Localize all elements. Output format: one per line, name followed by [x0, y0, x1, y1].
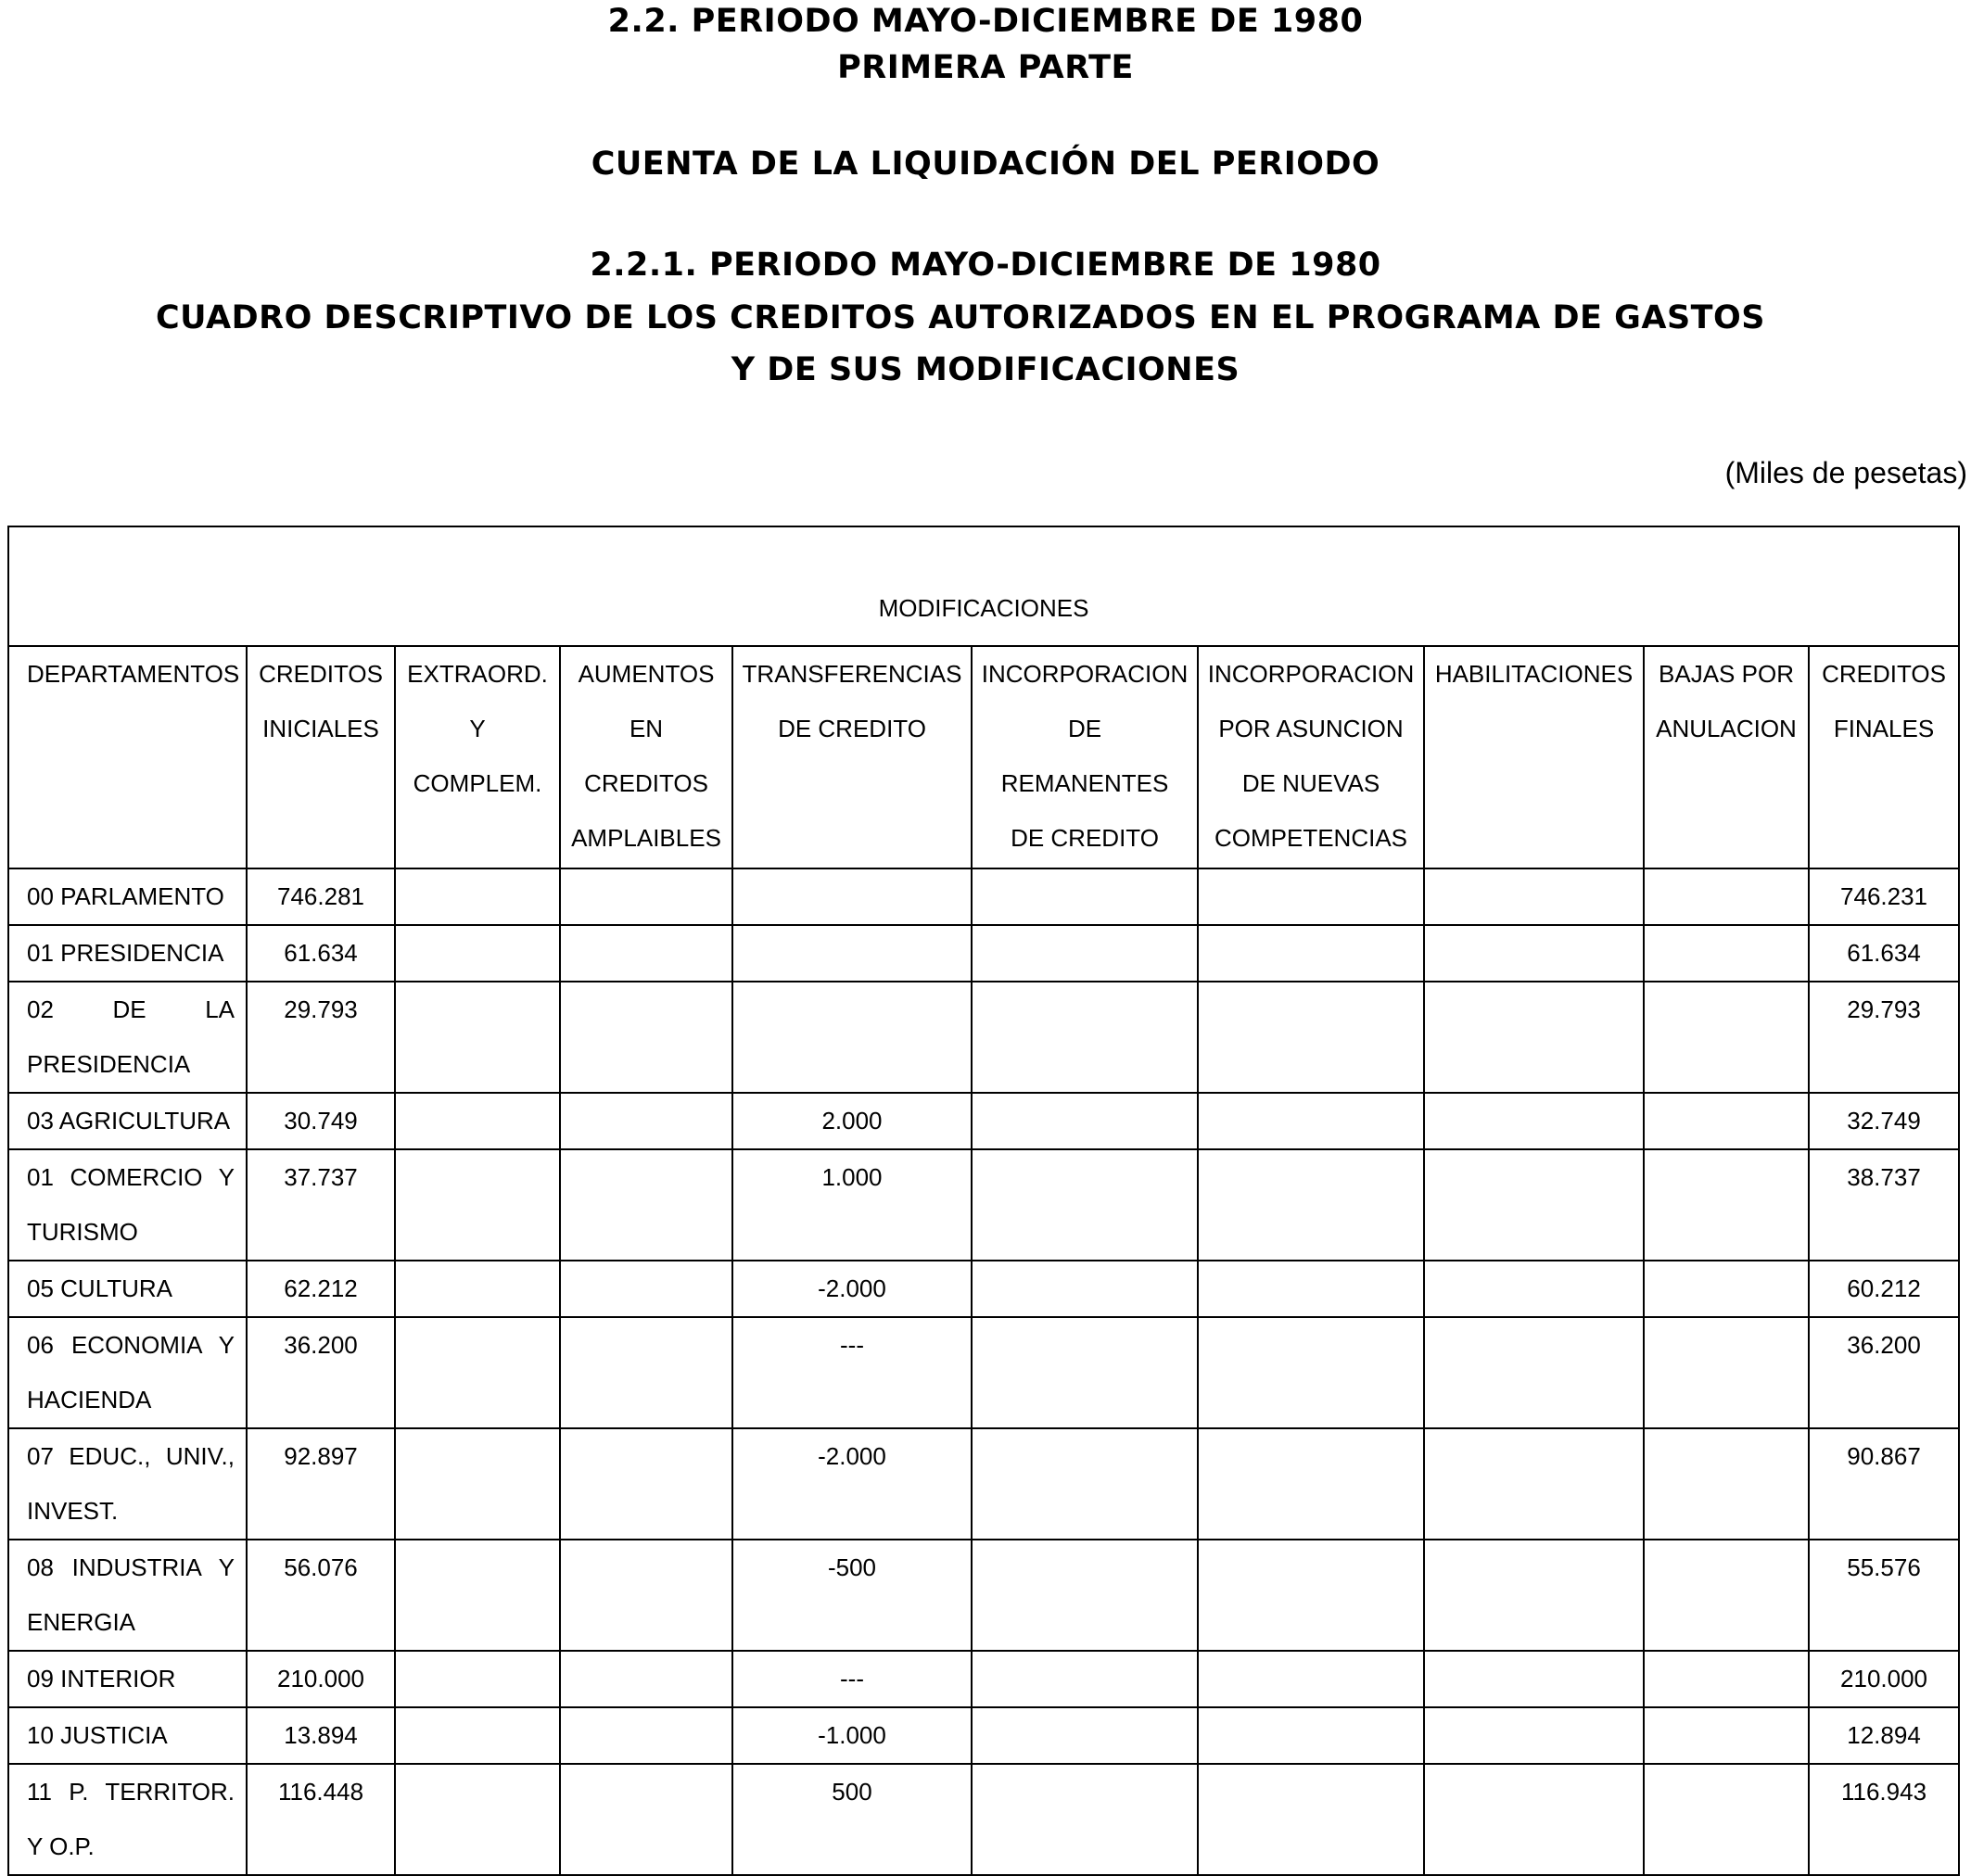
column-header-row: [8, 646, 1959, 868]
cell-creditos-finales: 210.000: [1809, 1651, 1959, 1707]
column-header-line: DE NUEVAS: [1241, 769, 1380, 797]
cell-extraord-complem: [395, 1317, 560, 1428]
cell-incorporacion-remanentes: [972, 982, 1198, 1093]
cell-aumentos-creditos: [560, 1764, 732, 1875]
cell-incorporacion-remanentes: [972, 1317, 1198, 1428]
table-row: [8, 925, 1959, 982]
table-row: [8, 1317, 1959, 1428]
cell-incorporacion-remanentes: [972, 925, 1198, 982]
cell-transferencias-credito: 500: [732, 1764, 972, 1875]
column-header-line: AMPLAIBLES: [571, 824, 721, 852]
cell-incorporacion-remanentes: [972, 1651, 1198, 1707]
cell-creditos-finales: 38.737: [1809, 1149, 1959, 1261]
table-row: [8, 982, 1959, 1093]
table-row: [8, 1540, 1959, 1651]
cell-creditos-finales: 29.793: [1809, 982, 1959, 1093]
cell-creditos-iniciales: 746.281: [247, 868, 395, 925]
column-header-creditos-iniciales: [247, 646, 395, 868]
cell-extraord-complem: [395, 1651, 560, 1707]
table-row: [8, 1707, 1959, 1764]
cell-creditos-iniciales: 13.894: [247, 1707, 395, 1764]
cell-aumentos-creditos: [560, 925, 732, 982]
column-header-line: EXTRAORD.: [407, 660, 548, 688]
table-row: [8, 1093, 1959, 1149]
cell-transferencias-credito: -500: [732, 1540, 972, 1651]
column-header-line: EN: [629, 715, 664, 742]
units-note: (Miles de pesetas): [1724, 456, 1967, 489]
cell-extraord-complem: [395, 1540, 560, 1651]
column-header-line: INCORPORACION: [1207, 660, 1415, 688]
column-header-incorporacion-remanentes: [972, 646, 1198, 868]
cell-bajas-anulacion: [1644, 925, 1809, 982]
cell-transferencias-credito: -1.000: [732, 1707, 972, 1764]
cell-aumentos-creditos: [560, 982, 732, 1093]
cell-habilitaciones: [1424, 1261, 1644, 1317]
cell-incorporacion-remanentes: [972, 1540, 1198, 1651]
cell-bajas-anulacion: [1644, 868, 1809, 925]
cell-extraord-complem: [395, 1764, 560, 1875]
cell-transferencias-credito: 2.000: [732, 1093, 972, 1149]
cell-creditos-iniciales: 92.897: [247, 1428, 395, 1540]
cell-bajas-anulacion: [1644, 1428, 1809, 1540]
cell-creditos-iniciales: 29.793: [247, 982, 395, 1093]
part-title: PRIMERA PARTE: [837, 49, 1134, 86]
cell-creditos-finales: 32.749: [1809, 1093, 1959, 1149]
cell-extraord-complem: [395, 1149, 560, 1261]
cell-departamentos: 11 P. TERRITOR. Y O.P.: [8, 1764, 247, 1875]
cell-incorporacion-remanentes: [972, 868, 1198, 925]
column-header-transferencias-credito: [732, 646, 972, 868]
column-header-line: DE CREDITO: [1011, 824, 1159, 852]
column-header-aumentos-creditos: [560, 646, 732, 868]
cell-incorporacion-competencias: [1198, 1428, 1424, 1540]
cell-incorporacion-remanentes: [972, 1261, 1198, 1317]
column-header-habilitaciones: [1424, 646, 1644, 868]
cell-habilitaciones: [1424, 1317, 1644, 1428]
column-header-line: HABILITACIONES: [1434, 660, 1634, 688]
cell-creditos-iniciales: 210.000: [247, 1651, 395, 1707]
column-header-line: DEPARTAMENTOS: [27, 660, 240, 688]
cell-departamentos: 08 INDUSTRIA Y ENERGIA: [8, 1540, 247, 1651]
column-header-incorporacion-competencias: [1198, 646, 1424, 868]
cell-creditos-iniciales: 116.448: [247, 1764, 395, 1875]
cell-aumentos-creditos: [560, 1707, 732, 1764]
cell-extraord-complem: [395, 1093, 560, 1149]
cell-habilitaciones: [1424, 982, 1644, 1093]
column-header-line: POR ASUNCION: [1218, 715, 1404, 742]
cell-extraord-complem: [395, 982, 560, 1093]
credits-table: [7, 526, 1960, 1876]
cell-incorporacion-competencias: [1198, 982, 1424, 1093]
cell-aumentos-creditos: [560, 1317, 732, 1428]
cell-transferencias-credito: [732, 868, 972, 925]
cell-habilitaciones: [1424, 925, 1644, 982]
column-header-line: INCORPORACION: [981, 660, 1189, 688]
cell-habilitaciones: [1424, 868, 1644, 925]
cell-aumentos-creditos: [560, 1093, 732, 1149]
cell-creditos-finales: 60.212: [1809, 1261, 1959, 1317]
column-header-departamentos: [8, 646, 247, 868]
cell-extraord-complem: [395, 1261, 560, 1317]
cell-incorporacion-competencias: [1198, 1261, 1424, 1317]
cell-bajas-anulacion: [1644, 1764, 1809, 1875]
section-title: 2.2. PERIODO MAYO-DICIEMBRE DE 1980: [607, 3, 1364, 40]
cell-departamentos: 02 DE LA PRESIDENCIA: [8, 982, 247, 1093]
cell-departamentos: 06 ECONOMIA Y HACIENDA: [8, 1317, 247, 1428]
column-header-line: ANULACION: [1656, 715, 1797, 742]
cell-transferencias-credito: 1.000: [732, 1149, 972, 1261]
column-header-extraord-complem: [395, 646, 560, 868]
cell-incorporacion-competencias: [1198, 1540, 1424, 1651]
cell-bajas-anulacion: [1644, 1261, 1809, 1317]
table-row: [8, 1428, 1959, 1540]
cell-departamentos: 03 AGRICULTURA: [8, 1093, 247, 1149]
modificaciones-header: MODIFICACIONES: [8, 526, 1959, 646]
column-header-line: FINALES: [1833, 715, 1935, 742]
cell-habilitaciones: [1424, 1651, 1644, 1707]
cell-bajas-anulacion: [1644, 1093, 1809, 1149]
column-header-line: BAJAS POR: [1659, 660, 1794, 688]
table-row: [8, 1261, 1959, 1317]
cell-bajas-anulacion: [1644, 1651, 1809, 1707]
cell-aumentos-creditos: [560, 1149, 732, 1261]
cell-bajas-anulacion: [1644, 1317, 1809, 1428]
cell-bajas-anulacion: [1644, 1149, 1809, 1261]
column-header-line: AUMENTOS: [578, 660, 715, 688]
cell-aumentos-creditos: [560, 1261, 732, 1317]
cell-incorporacion-competencias: [1198, 1651, 1424, 1707]
cell-creditos-finales: 12.894: [1809, 1707, 1959, 1764]
cell-departamentos: 01 COMERCIO Y TURISMO: [8, 1149, 247, 1261]
cell-extraord-complem: [395, 1428, 560, 1540]
column-header-line: CREDITOS: [259, 660, 383, 688]
cell-creditos-iniciales: 56.076: [247, 1540, 395, 1651]
cell-bajas-anulacion: [1644, 1707, 1809, 1764]
column-header-line: COMPETENCIAS: [1214, 824, 1408, 852]
cell-creditos-iniciales: 62.212: [247, 1261, 395, 1317]
table-subtitle: Y DE SUS MODIFICACIONES: [731, 351, 1240, 388]
cell-incorporacion-competencias: [1198, 1317, 1424, 1428]
cell-habilitaciones: [1424, 1764, 1644, 1875]
cell-creditos-finales: 746.231: [1809, 868, 1959, 925]
column-header-line: CREDITOS: [584, 769, 708, 797]
cell-transferencias-credito: ---: [732, 1651, 972, 1707]
cell-bajas-anulacion: [1644, 982, 1809, 1093]
cell-habilitaciones: [1424, 1093, 1644, 1149]
cell-creditos-finales: 61.634: [1809, 925, 1959, 982]
column-header-bajas-anulacion: [1644, 646, 1809, 868]
cell-departamentos: 07 EDUC., UNIV., INVEST.: [8, 1428, 247, 1540]
cell-incorporacion-competencias: [1198, 868, 1424, 925]
table-title: CUADRO DESCRIPTIVO DE LOS CREDITOS AUTORIZADOS EN EL PROGRAMA DE GASTOS: [155, 299, 1766, 336]
cell-creditos-finales: 36.200: [1809, 1317, 1959, 1428]
column-header-line: CREDITOS: [1822, 660, 1946, 688]
cell-incorporacion-competencias: [1198, 1093, 1424, 1149]
cell-transferencias-credito: [732, 982, 972, 1093]
column-header-line: Y: [469, 715, 486, 742]
cell-creditos-iniciales: 30.749: [247, 1093, 395, 1149]
cell-incorporacion-remanentes: [972, 1149, 1198, 1261]
cell-habilitaciones: [1424, 1540, 1644, 1651]
cell-aumentos-creditos: [560, 1540, 732, 1651]
cell-departamentos: 10 JUSTICIA: [8, 1707, 247, 1764]
column-header-line: DE: [1067, 715, 1102, 742]
cell-incorporacion-competencias: [1198, 1149, 1424, 1261]
cell-incorporacion-remanentes: [972, 1764, 1198, 1875]
cell-bajas-anulacion: [1644, 1540, 1809, 1651]
cell-habilitaciones: [1424, 1707, 1644, 1764]
cell-habilitaciones: [1424, 1149, 1644, 1261]
cell-habilitaciones: [1424, 1428, 1644, 1540]
table-row: [8, 1764, 1959, 1875]
cell-transferencias-credito: -2.000: [732, 1261, 972, 1317]
cell-extraord-complem: [395, 868, 560, 925]
cell-incorporacion-remanentes: [972, 1093, 1198, 1149]
column-header-line: TRANSFERENCIAS: [742, 660, 962, 688]
account-title: CUENTA DE LA LIQUIDACIÓN DEL PERIODO: [591, 146, 1380, 183]
cell-extraord-complem: [395, 1707, 560, 1764]
cell-incorporacion-competencias: [1198, 925, 1424, 982]
cell-incorporacion-competencias: [1198, 1764, 1424, 1875]
cell-incorporacion-remanentes: [972, 1707, 1198, 1764]
cell-creditos-finales: 116.943: [1809, 1764, 1959, 1875]
cell-creditos-iniciales: 37.737: [247, 1149, 395, 1261]
cell-extraord-complem: [395, 925, 560, 982]
table-row: [8, 1651, 1959, 1707]
cell-departamentos: 00 PARLAMENTO: [8, 868, 247, 925]
cell-departamentos: 09 INTERIOR: [8, 1651, 247, 1707]
column-header-line: INICIALES: [262, 715, 379, 742]
cell-creditos-iniciales: 61.634: [247, 925, 395, 982]
column-header-creditos-finales: [1809, 646, 1959, 868]
group-header-row: [8, 526, 1959, 646]
cell-aumentos-creditos: [560, 868, 732, 925]
cell-transferencias-credito: -2.000: [732, 1428, 972, 1540]
table-row: [8, 868, 1959, 925]
cell-departamentos: 05 CULTURA: [8, 1261, 247, 1317]
cell-departamentos: 01 PRESIDENCIA: [8, 925, 247, 982]
cell-incorporacion-remanentes: [972, 1428, 1198, 1540]
cell-creditos-iniciales: 36.200: [247, 1317, 395, 1428]
cell-transferencias-credito: [732, 925, 972, 982]
column-header-line: REMANENTES: [1000, 769, 1169, 797]
cell-incorporacion-competencias: [1198, 1707, 1424, 1764]
cell-aumentos-creditos: [560, 1651, 732, 1707]
cell-transferencias-credito: ---: [732, 1317, 972, 1428]
table-row: [8, 1149, 1959, 1261]
column-header-line: DE CREDITO: [778, 715, 926, 742]
cell-creditos-finales: 90.867: [1809, 1428, 1959, 1540]
cell-aumentos-creditos: [560, 1428, 732, 1540]
column-header-line: COMPLEM.: [413, 769, 542, 797]
subsection-title: 2.2.1. PERIODO MAYO-DICIEMBRE DE 1980: [590, 247, 1381, 284]
cell-creditos-finales: 55.576: [1809, 1540, 1959, 1651]
